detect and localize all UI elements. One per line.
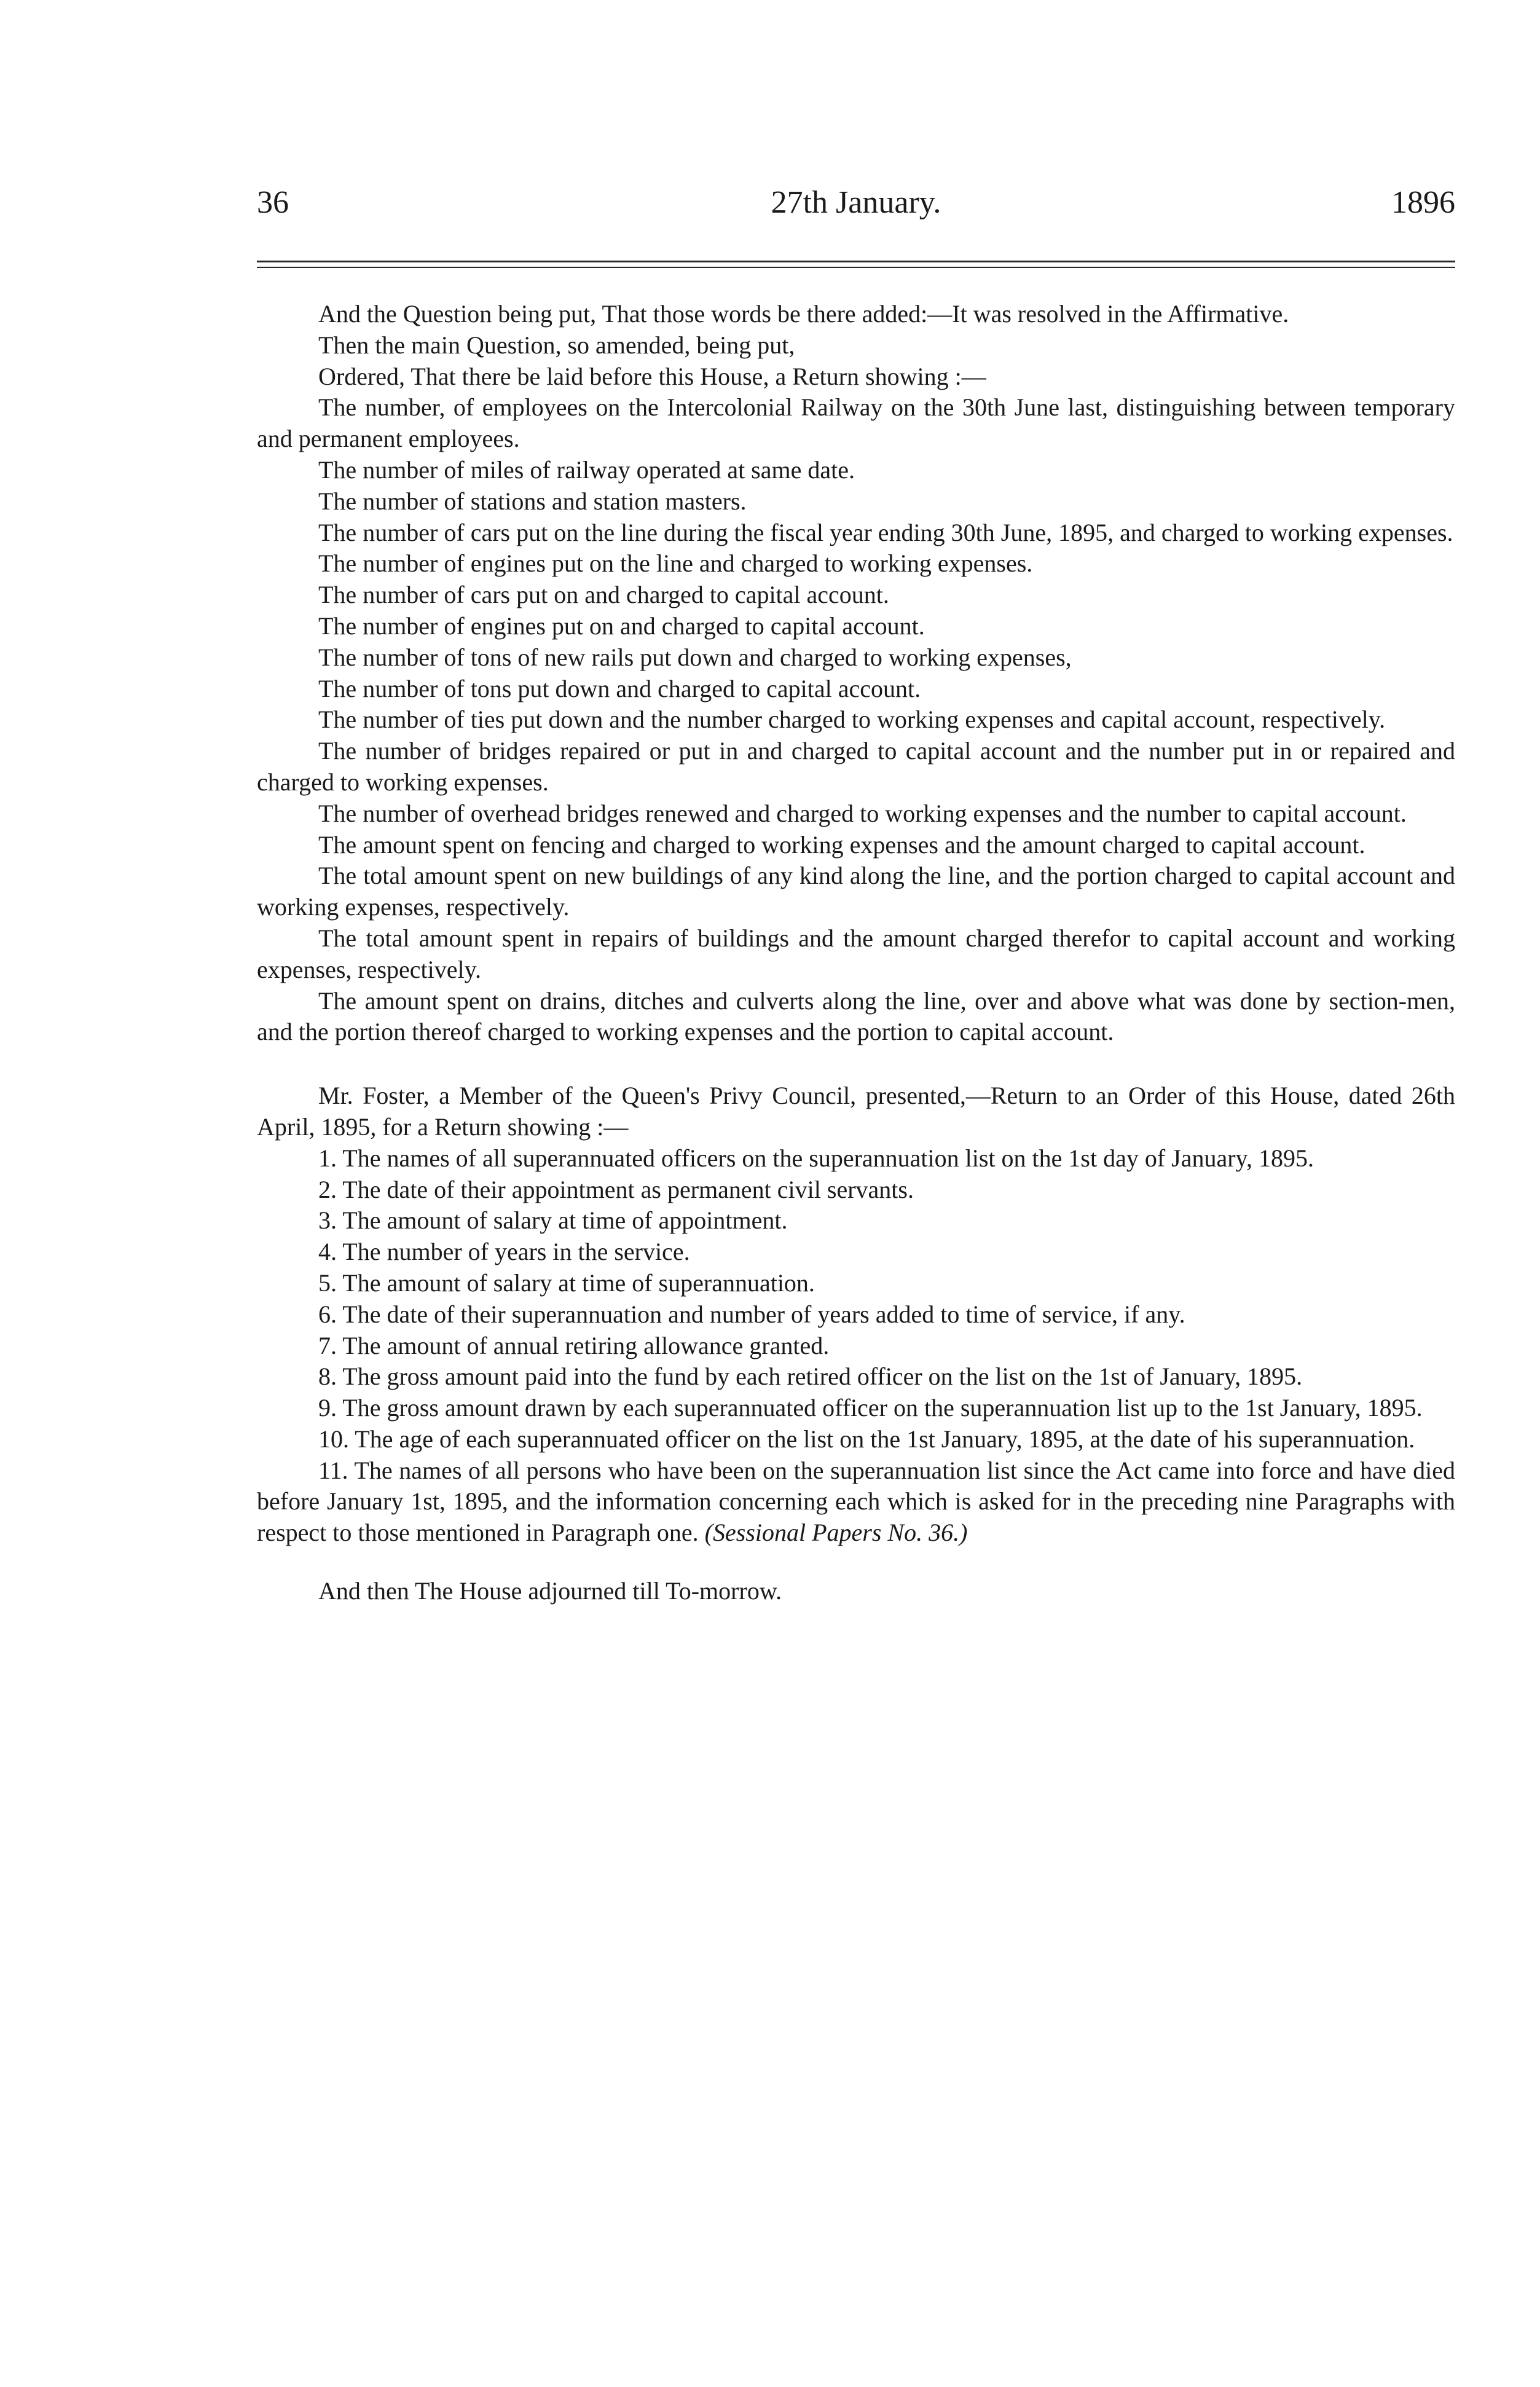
superannuation-item-paragraph: 10. The age of each superannuated officer on the list on the 1st January, 1895, at the date of his superannuation. bbox=[318, 1425, 1415, 1453]
superannuation-item-paragraph: 3. The amount of salary at time of appointment. bbox=[318, 1206, 788, 1235]
header-year: 1896 bbox=[1391, 185, 1455, 220]
superannuation-item-paragraph: 2. The date of their appointment as permanent civil servants. bbox=[318, 1175, 914, 1203]
header-rule bbox=[257, 261, 1455, 262]
return-item-paragraph: The number of miles of railway operated at same date. bbox=[318, 455, 855, 484]
superannuation-item-paragraph: 5. The amount of salary at time of superannuation. bbox=[318, 1268, 815, 1297]
return-item-paragraph: The number of cars put on and charged to capital account. bbox=[318, 581, 889, 609]
return-item-paragraph: The total amount spent on new buildings of any kind along the line, and the portion charged to capital account and working expenses, respectively. bbox=[257, 862, 1455, 921]
section-spacer bbox=[257, 1048, 1455, 1080]
return-item-paragraph: The amount spent on fencing and charged to working expenses and the amount charged to capital account. bbox=[318, 830, 1365, 859]
superannuation-item-paragraph: 6. The date of their superannuation and number of years added to time of service, if any. bbox=[318, 1300, 1185, 1328]
return-item-paragraph: The number of tons put down and charged to capital account. bbox=[318, 674, 921, 702]
return-item-paragraph: The total amount spent in repairs of buildings and the amount charged therefor to capital account and working expenses, respectively. bbox=[257, 924, 1455, 983]
return-item-11 bbox=[257, 1455, 1455, 1549]
superannuation-item-paragraph: 4. The number of years in the service. bbox=[318, 1238, 690, 1266]
return-item-paragraph: The number of engines put on the line and charged to working expenses. bbox=[318, 549, 1033, 578]
superannuation-item-paragraph: 8. The gross amount paid into the fund by each retired officer on the list on the 1st of January, 1895. bbox=[318, 1363, 1303, 1391]
return-item-paragraph: The number, of employees on the Intercolonial Railway on the 30th June last, distinguishing between temporary and permanent employees. bbox=[257, 393, 1455, 453]
return-item-paragraph: The number of overhead bridges renewed and charged to working expenses and the number to capital account. bbox=[318, 799, 1407, 827]
header-date: 27th January. bbox=[771, 185, 941, 220]
return-items-list bbox=[257, 1143, 1455, 1455]
page-number: 36 bbox=[257, 185, 289, 220]
superannuation-item-paragraph: 7. The amount of annual retiring allowance granted. bbox=[318, 1331, 830, 1359]
page-header bbox=[257, 184, 1455, 234]
return-item-paragraph: The number of engines put on and charged to capital account. bbox=[318, 611, 925, 640]
header-rule-thin bbox=[257, 267, 1455, 268]
return-intro-paragraph: Mr. Foster, a Member of the Queen's Privy Council, presented,—Return to an Order of this House, dated 26th April, 1895, for a Return showing :— bbox=[257, 1082, 1455, 1141]
main-question-paragraph: Then the main Question, so amended, being put, bbox=[318, 331, 795, 359]
sessional-papers-reference: (Sessional Papers No. 36.) bbox=[704, 1519, 968, 1547]
ordered-paragraph: Ordered, That there be laid before this House, a Return showing :— bbox=[318, 362, 986, 390]
return-item-paragraph: The amount spent on drains, ditches and culverts along the line, over and above what was done by section-men, and the portion thereof charged to working expenses and the portion to capital account. bbox=[257, 986, 1455, 1046]
return-item-paragraph: The number of ties put down and the number charged to working expenses and capital account, respectively. bbox=[318, 706, 1386, 734]
return-item-11-text: 11. The names of all persons who have been on the superannuation list since the Act came into force and have died before January 1st, 1895, and the information concerning each which is asked for in the preceding nine Paragraphs with respect to those mentioned in Paragraph one. bbox=[257, 1456, 1455, 1547]
document-body bbox=[257, 299, 1455, 1607]
superannuation-item-paragraph: 9. The gross amount drawn by each superannuated officer on the superannuation list up to the 1st January, 1895. bbox=[318, 1394, 1423, 1422]
adjournment-paragraph: And then The House adjourned till To-morrow. bbox=[318, 1577, 782, 1605]
return-item-paragraph: The number of bridges repaired or put in and charged to capital account and the number put in or repaired and charged to working expenses. bbox=[257, 737, 1455, 796]
return-item-paragraph: The number of cars put on the line during the fiscal year ending 30th June, 1895, and charged to working expenses. bbox=[318, 518, 1453, 546]
question-put-paragraph: And the Question being put, That those words be there added:—It was resolved in the Affirmative. bbox=[318, 300, 1289, 328]
return-item-paragraph: The number of tons of new rails put down and charged to working expenses, bbox=[318, 643, 1072, 671]
section-spacer bbox=[257, 1549, 1455, 1576]
return-item-paragraph: The number of stations and station masters. bbox=[318, 487, 747, 515]
motion-items-list bbox=[257, 392, 1455, 1048]
superannuation-item-paragraph: 1. The names of all superannuated officers on the superannuation list on the 1st day of January, 1895. bbox=[318, 1144, 1314, 1172]
